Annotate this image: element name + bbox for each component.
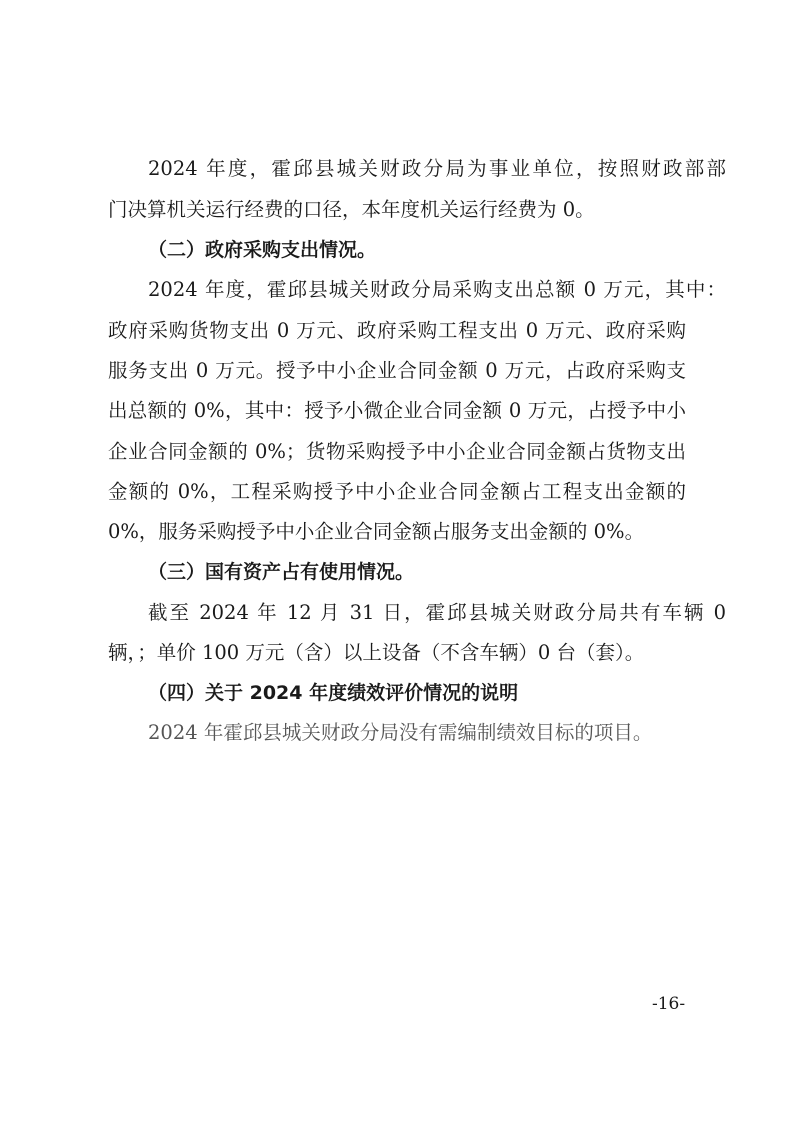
section-heading-2: （二）政府采购支出情况。 xyxy=(148,239,377,261)
p4-line xyxy=(148,720,652,746)
p2-line-2: 政府采购货物支出 0 万元、政府采购工程支出 0 万元、政府采购 xyxy=(108,319,686,342)
p4-text-part-1: 2024 年霍邱县城关财政分局 xyxy=(148,721,399,744)
p2-line-1: 2024 年度，霍邱县城关财政分局采购支出总额 0 万元，其中： xyxy=(148,278,726,301)
p3-line-1: 截至 2024 年 12 月 31 日，霍邱县城关财政分局共有车辆 0 xyxy=(148,601,726,624)
page-number: -16- xyxy=(652,994,686,1014)
section-heading-4: （四）关于 2024 年度绩效评价情况的说明 xyxy=(148,682,519,704)
p4-text-part-2: 没有需编制绩效目标的项目。 xyxy=(398,721,653,744)
p2-line-5: 企业合同金额的 0%；货物采购授予中小企业合同金额占货物支出 xyxy=(108,440,686,463)
p1-line-2: 门决算机关运行经费的口径，本年度机关运行经费为 0。 xyxy=(108,198,595,221)
p3-line-2: 辆，；单价 100 万元（含）以上设备（不含车辆）0 台（套）。 xyxy=(108,641,645,664)
p2-line-4: 出总额的 0%，其中：授予小微企业合同金额 0 万元，占授予中小 xyxy=(108,399,686,422)
section-heading-3: （三）国有资产占有使用情况。 xyxy=(148,561,415,583)
p2-line-3: 服务支出 0 万元。授予中小企业合同金额 0 万元，占政府采购支 xyxy=(108,359,686,382)
p2-line-7: 0%，服务采购授予中小企业合同金额占服务支出金额的 0%。 xyxy=(108,520,645,543)
p2-line-6: 金额的 0%，工程采购授予中小企业合同金额占工程支出金额的 xyxy=(108,480,686,503)
p1-line-1: 2024 年度，霍邱县城关财政分局为事业单位，按照财政部部 xyxy=(148,157,726,180)
